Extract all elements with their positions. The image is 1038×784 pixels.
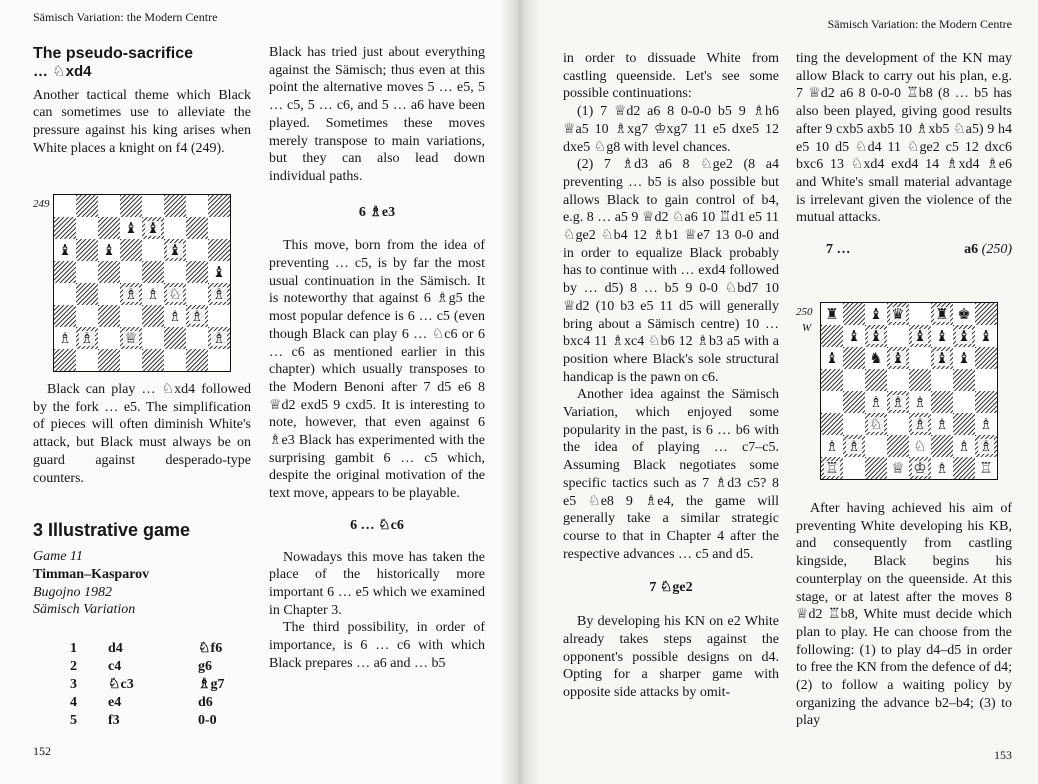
board-square <box>887 457 909 479</box>
board-square <box>953 413 975 435</box>
paragraph-third-possibility: The third possibility, in order of importance, is 6 … c6 with which Black prepares … a6 and … b5 <box>269 620 485 671</box>
board-square <box>208 239 230 261</box>
board-square <box>931 325 953 347</box>
board-square <box>186 217 208 239</box>
board-square <box>821 325 843 347</box>
board-square <box>821 391 843 413</box>
chess-piece: ♗ <box>190 306 204 325</box>
board-square <box>120 305 142 327</box>
board-square <box>76 239 98 261</box>
section-title-illustrative-game: 3 Illustrative game <box>33 520 191 541</box>
paragraph-line-1: (1) 7 ♕d2 a6 8 0-0-0 b5 9 ♗h6 ♕a5 10 ♗xg7 ♔xg7 11 e5 dxe5 12 dxe5 ♘g8 with level chances. <box>563 104 779 155</box>
paragraph-line-2: (2) 7 ♗d3 a6 8 ♘ge2 (8 a4 preventing … b5 is also possible but allows Black to gain control of b4, e.g. 8 … a5 9 ♕d2 ♘a6 10 ♖d1 e5 11 ♘ge2 ♘b4 12 ♗b1 ♕e7 13 0-0 and in order to equalize Black probably has to continue with … exd4 followed by … d5) 8 … b5 9 0-0 ♘bd7 10 ♕d2 (10 b3 e5 11 d5 will generally bring about a Sämisch centre) 10 … bxc4 11 ♗xc4 ♘b6 12 ♗b3 a5 with a position where Black's sole structural handicap is the pawn on c6. <box>563 157 779 385</box>
board-square <box>164 327 186 349</box>
chess-piece: ♗ <box>212 328 226 347</box>
paragraph-nowadays: Nowadays this move has taken the place of the historically more important 6 … e5 which we examined in Chapter 3. <box>269 549 485 618</box>
board-square <box>975 325 997 347</box>
paragraph-fork: Black can play … ♘xd4 followed by the fork … e5. The simplification of pieces will often diminish White's attack, but Black must always be on guard against desperado-type counters. <box>33 382 251 486</box>
chess-piece: ♔ <box>913 458 927 477</box>
paragraph-be3: This move, born from the idea of preventing … c5, is by far the most usual continuation in the Sämisch. It is noteworthy that against 6 ♗g5 the most popular defence is 6 … c5 (even though Black can play 6 … ♘c6 or 6 … c6 as mentioned earlier in this chapter) which usually transposes to the Modern Benoni after 7 d5 e6 8 ♕d2 exd5 9 cxd5. It is interesting to note, however, that even against 6 ♗e3 Black has experimented with the surprising gambit 6 … c5 which, despite the original motivation of the text move, appears to be playable. <box>269 238 485 502</box>
chess-piece: ♝ <box>913 326 927 345</box>
chess-piece: ♗ <box>935 414 949 433</box>
right-page <box>520 0 1038 784</box>
chess-piece: ♗ <box>58 328 72 347</box>
board-square <box>76 327 98 349</box>
board-square <box>208 283 230 305</box>
board-square <box>953 369 975 391</box>
chess-piece: ♗ <box>146 284 160 303</box>
board-square <box>208 261 230 283</box>
chess-piece: ♗ <box>979 414 993 433</box>
board-square <box>186 195 208 217</box>
chess-piece: ♝ <box>58 240 72 259</box>
paragraph-developing: By developing his KN on e2 White already takes steps against the opponent's possible designs on d4. Opting for a sharper game with opposite side attacks by omit- <box>563 614 779 700</box>
board-square <box>186 239 208 261</box>
chess-piece: ♝ <box>825 348 839 367</box>
board-square <box>909 303 931 325</box>
board-square <box>909 457 931 479</box>
chess-piece: ♗ <box>825 436 839 455</box>
board-square <box>887 391 909 413</box>
board-square <box>843 303 865 325</box>
board-square <box>821 457 843 479</box>
board-square <box>975 347 997 369</box>
board-square <box>120 261 142 283</box>
chess-piece: ♗ <box>847 436 861 455</box>
chess-piece: ♗ <box>957 436 971 455</box>
board-square <box>909 435 931 457</box>
board-square <box>887 303 909 325</box>
board-square <box>931 413 953 435</box>
move-row: 5 f3 0-0 <box>70 713 217 728</box>
chess-piece: ♗ <box>913 414 927 433</box>
board-square <box>975 435 997 457</box>
right-page-number: 153 <box>994 748 1012 762</box>
board-square <box>887 325 909 347</box>
board-square <box>120 217 142 239</box>
board-square <box>865 369 887 391</box>
board-square <box>821 303 843 325</box>
game-moves <box>70 640 225 730</box>
section-move: … ♘xd4 <box>33 63 92 80</box>
board-square <box>76 217 98 239</box>
board-square <box>142 327 164 349</box>
chess-piece: ♗ <box>935 458 949 477</box>
board-square <box>98 327 120 349</box>
paragraph-ting: ting the development of the KN may allow Black to carry out his plan, e.g. 7 ♕d2 a6 8 0-0-0 ♖b8 (8 … b5 has also been played, giving good results after 9 cxb5 axb5 10 ♗xb5 ♘a5) 9 h4 e5 10 d5 ♘d4 11 ♘ge2 c5 12 dxc6 bxc6 13 ♘xd4 exd4 14 ♗xd4 ♗e6 and White's small material advantage is irrelevant given the violence of the mutual attacks. <box>796 51 1012 226</box>
board-square <box>821 413 843 435</box>
left-column-2 <box>269 44 485 673</box>
chess-piece: ♝ <box>957 348 971 367</box>
chess-piece: ♗ <box>913 392 927 411</box>
chess-piece: ♗ <box>80 328 94 347</box>
board-square <box>98 305 120 327</box>
chess-piece: ♗ <box>891 392 905 411</box>
board-square <box>208 305 230 327</box>
chess-piece: ♞ <box>869 348 883 367</box>
chess-diagram-249 <box>53 194 231 372</box>
board-square <box>164 261 186 283</box>
chess-piece: ♗ <box>869 392 883 411</box>
board-square <box>931 435 953 457</box>
board-square <box>98 349 120 371</box>
chess-piece: ♝ <box>168 240 182 259</box>
move-row: 1 d4 ♘f6 <box>70 641 223 656</box>
board-square <box>843 413 865 435</box>
section-title-pseudo-sacrifice: The pseudo-sacrifice <box>33 45 194 62</box>
chess-piece: ♝ <box>869 304 883 323</box>
board-square <box>865 325 887 347</box>
board-square <box>142 349 164 371</box>
paragraph-intro: Another tactical theme which Black can sometimes use to alleviate the pressure against his king arises when White places a knight on f4 (249). <box>33 87 251 156</box>
board-square <box>208 195 230 217</box>
board-square <box>843 435 865 457</box>
chess-piece: ♛ <box>891 304 905 323</box>
board-square <box>843 347 865 369</box>
chess-piece: ♝ <box>146 218 160 237</box>
board-square <box>98 239 120 261</box>
left-running-header: Sämisch Variation: the Modern Centre <box>33 10 218 24</box>
board-square <box>208 217 230 239</box>
chess-piece: ♕ <box>124 328 138 347</box>
board-square <box>120 327 142 349</box>
board-square <box>821 347 843 369</box>
board-square <box>931 369 953 391</box>
chess-piece: ♝ <box>957 326 971 345</box>
board-square <box>975 369 997 391</box>
right-column-1 <box>563 50 779 702</box>
chess-diagram-250 <box>820 302 998 480</box>
board-square <box>208 349 230 371</box>
chess-piece: ♝ <box>891 348 905 367</box>
board-square <box>931 457 953 479</box>
diagram-250-side-to-move: W <box>802 322 812 334</box>
right-column-2 <box>796 50 1012 259</box>
board-square <box>843 369 865 391</box>
board-square <box>164 195 186 217</box>
left-page-number: 152 <box>33 744 51 758</box>
board-square <box>887 347 909 369</box>
paragraph-dissuade: in order to dissuade White from castling queenside. Let's see some possible continuations: <box>563 51 779 102</box>
chess-piece: ♜ <box>825 304 839 323</box>
board-square <box>54 239 76 261</box>
board-square <box>164 305 186 327</box>
chess-piece: ♗ <box>979 436 993 455</box>
board-square <box>975 457 997 479</box>
chess-piece: ♖ <box>979 458 993 477</box>
board-square <box>975 413 997 435</box>
board-square <box>120 349 142 371</box>
board-square <box>909 325 931 347</box>
right-column-2-lower <box>796 500 1012 730</box>
board-square <box>843 391 865 413</box>
board-square <box>186 283 208 305</box>
board-square <box>142 239 164 261</box>
board-square <box>142 283 164 305</box>
board-square <box>865 435 887 457</box>
board-square <box>164 217 186 239</box>
board-square <box>975 391 997 413</box>
chess-piece: ♝ <box>979 326 993 345</box>
board-square <box>953 391 975 413</box>
board-square <box>931 303 953 325</box>
board-square <box>164 239 186 261</box>
paragraph-after-having: After having achieved his aim of preventing White developing his KB, and consequently from castling kingside, Black begins his counterplay on the queenside. At this stage, or at latest after the moves 8 ♕d2 ♖b8, White must decide which plan to play. He can choose from the following: (1) to play d4–d5 in order to free the KN from the defence of d4; (2) to follow a waiting policy by organizing the advance b2–b4; (3) to play <box>796 501 1012 729</box>
board-square <box>142 195 164 217</box>
board-square <box>821 369 843 391</box>
board-square <box>186 349 208 371</box>
left-column-1-lower <box>33 381 251 619</box>
board-square <box>909 413 931 435</box>
chess-piece: ♝ <box>847 326 861 345</box>
board-square <box>54 349 76 371</box>
board-square <box>843 457 865 479</box>
board-square <box>953 347 975 369</box>
chess-piece: ♗ <box>124 284 138 303</box>
move-heading-6-nc6: 6 … ♘c6 <box>350 517 404 533</box>
board-square <box>931 347 953 369</box>
chess-piece: ♗ <box>212 284 226 303</box>
chess-piece: ♝ <box>212 262 226 281</box>
chess-piece: ♝ <box>124 218 138 237</box>
move-heading-6-be3: 6 ♗e3 <box>358 204 396 220</box>
board-square <box>142 305 164 327</box>
board-square <box>164 283 186 305</box>
board-square <box>865 457 887 479</box>
board-square <box>909 347 931 369</box>
board-square <box>975 303 997 325</box>
board-square <box>843 325 865 347</box>
board-square <box>186 327 208 349</box>
chess-piece: ♝ <box>102 240 116 259</box>
chess-piece: ♘ <box>913 436 927 455</box>
board-square <box>54 195 76 217</box>
board-square <box>953 325 975 347</box>
diagram-250-label: 250 <box>796 306 813 318</box>
game-players: Timman–Kasparov <box>33 566 150 582</box>
chess-piece: ♝ <box>935 348 949 367</box>
board-square <box>953 457 975 479</box>
diagram-249-label: 249 <box>33 198 50 210</box>
board-square <box>953 435 975 457</box>
chess-piece: ♜ <box>935 304 949 323</box>
board-square <box>887 435 909 457</box>
board-square <box>865 413 887 435</box>
board-square <box>54 305 76 327</box>
board-square <box>887 413 909 435</box>
chess-piece: ♝ <box>935 326 949 345</box>
board-square <box>953 303 975 325</box>
board-square <box>142 261 164 283</box>
board-square <box>54 283 76 305</box>
book-gutter <box>500 0 540 784</box>
board-square <box>76 305 98 327</box>
chess-piece: ♘ <box>869 414 883 433</box>
left-column-1 <box>33 44 251 158</box>
board-square <box>54 217 76 239</box>
board-square <box>164 349 186 371</box>
chess-piece: ♗ <box>168 306 182 325</box>
board-square <box>120 239 142 261</box>
board-square <box>887 369 909 391</box>
board-square <box>120 195 142 217</box>
board-square <box>865 391 887 413</box>
board-square <box>98 195 120 217</box>
chess-piece: ♝ <box>869 326 883 345</box>
game-opening: Sämisch Variation <box>33 602 136 618</box>
move-row: 3 ♘c3 ♗g7 <box>70 677 225 692</box>
move-row: 4 e4 d6 <box>70 695 213 710</box>
game-number: Game 11 <box>33 549 83 565</box>
chess-piece: ♕ <box>891 458 905 477</box>
board-square <box>76 195 98 217</box>
chess-piece: ♖ <box>825 458 839 477</box>
board-square <box>186 261 208 283</box>
chess-piece: ♚ <box>957 304 971 323</box>
board-square <box>865 347 887 369</box>
board-square <box>98 261 120 283</box>
board-square <box>98 217 120 239</box>
board-square <box>186 305 208 327</box>
paragraph-another-idea: Another idea against the Sämisch Variation, which enjoyed some popularity in the past, is 6 … b6 with the idea of playing … c7–c5. Assuming Black negotiates some specific tactics such as 7 ♗d3 c5? 8 e5 ♘e8 9 ♗e4, the game will generally take a similar strategic course to that in Chapter 4 after the respective advances … c5 and d5. <box>563 387 779 562</box>
board-square <box>98 283 120 305</box>
board-square <box>909 369 931 391</box>
board-square <box>54 261 76 283</box>
board-square <box>142 217 164 239</box>
board-square <box>208 327 230 349</box>
move-row: 2 c4 g6 <box>70 659 212 674</box>
move-heading-7-a6: 7 … a6 (250) <box>826 242 1012 258</box>
right-running-header: Sämisch Variation: the Modern Centre <box>827 17 1012 31</box>
board-square <box>909 391 931 413</box>
board-square <box>76 349 98 371</box>
board-square <box>865 303 887 325</box>
board-square <box>821 435 843 457</box>
board-square <box>120 283 142 305</box>
board-square <box>931 391 953 413</box>
game-event: Bugojno 1982 <box>33 584 112 600</box>
board-square <box>54 327 76 349</box>
board-square <box>76 283 98 305</box>
move-heading-7-nge2: 7 ♘ge2 <box>649 580 693 596</box>
chess-piece: ♘ <box>168 284 182 303</box>
paragraph-alternatives: Black has tried just about everything against the Sämisch; thus even at this point the alternative moves 5 … e5, 5 … c5, 5 … c6, and 5 … a6 have been played. Sometimes these moves merely transpose to main variations, but they can also lead down individual paths. <box>269 45 485 184</box>
board-square <box>76 261 98 283</box>
